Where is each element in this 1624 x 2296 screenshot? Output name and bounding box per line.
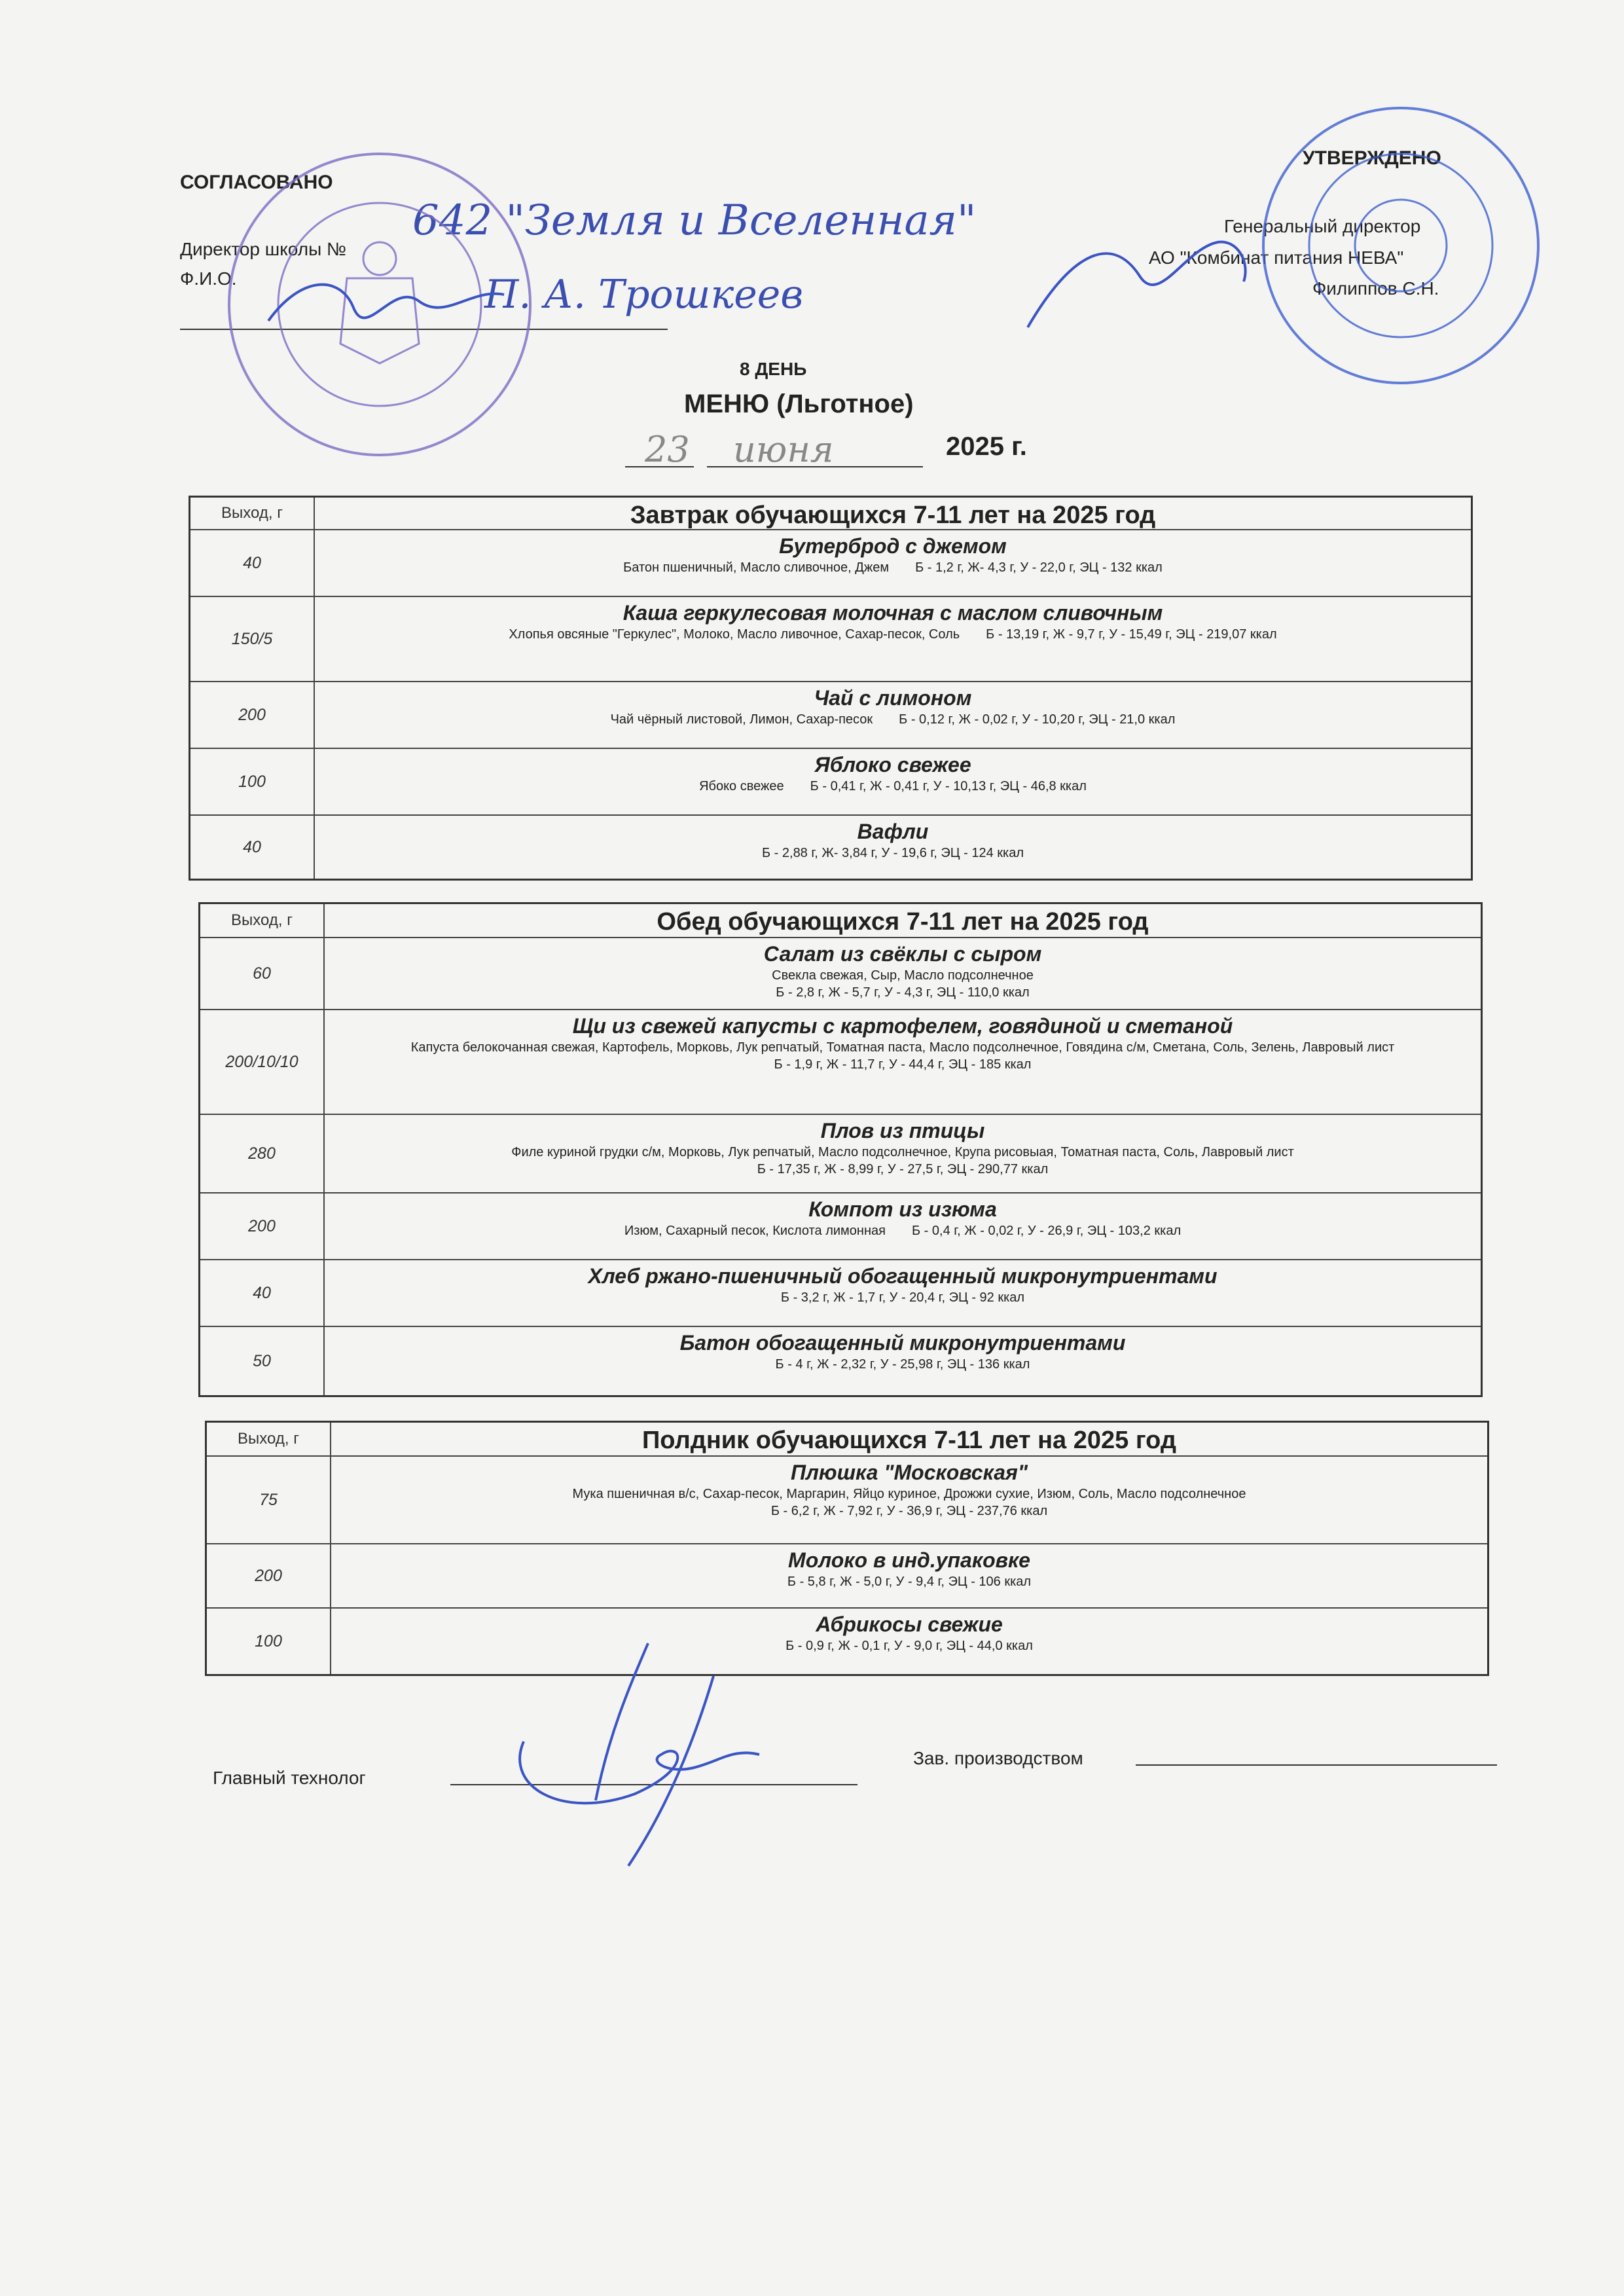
- nutrition: Б - 13,19 г, Ж - 9,7 г, У - 15,49 г, ЭЦ - 219,07 ккал: [986, 627, 1277, 642]
- agreed-title: СОГЛАСОВАНО: [180, 172, 333, 193]
- table-row: [190, 814, 1471, 879]
- dish-name: Плов из птицы: [820, 1119, 985, 1142]
- ingredients: Капуста белокочанная свежая, Картофель, Морковь, Лук репчатый, Томатная паста, Масло подсолнечное, Говядина с/м, Сметана, Соль, Зелень, Лавровый лист: [410, 1040, 1395, 1055]
- dish-name: Абрикосы свежие: [816, 1613, 1003, 1636]
- dish-name: Чай с лимоном: [814, 686, 972, 710]
- organization-name: АО "Комбинат питания НЕВА": [1149, 247, 1404, 268]
- table-row: [200, 1259, 1481, 1326]
- section-title: Завтрак обучающихся 7-11 лет на 2025 год: [630, 501, 1156, 529]
- table-row: [200, 937, 1481, 1009]
- section-title: Обед обучающихся 7-11 лет на 2025 год: [657, 908, 1149, 936]
- output-value: 40: [190, 530, 315, 596]
- breakfast-table: [189, 496, 1473, 881]
- approved-title: УТВЕРЖДЕНО: [1303, 147, 1441, 169]
- output-value: 50: [200, 1327, 325, 1395]
- nutrition: Б - 17,35 г, Ж - 8,99 г, У - 27,5 г, ЭЦ - 290,77 ккал: [757, 1162, 1049, 1176]
- table-row: [207, 1455, 1487, 1543]
- dish-name: Хлеб ржано-пшеничный обогащенный микронутриентами: [588, 1264, 1218, 1288]
- dish-name: Бутерброд с джемом: [779, 534, 1007, 558]
- output-value: 40: [190, 816, 315, 879]
- dish-name: Батон обогащенный микронутриентами: [679, 1331, 1126, 1355]
- nutrition: Б - 0,12 г, Ж - 0,02 г, У - 10,20 г, ЭЦ - 21,0 ккал: [899, 712, 1176, 727]
- dish-name: Щи из свежей капусты с картофелем, говядиной и сметаной: [572, 1014, 1233, 1038]
- output-value: 100: [207, 1609, 331, 1674]
- dish-name: Салат из свёклы с сыром: [763, 942, 1042, 966]
- output-header: Выход, г: [190, 498, 315, 529]
- day-label: 8 ДЕНЬ: [740, 359, 807, 379]
- nutrition: Б - 6,2 г, Ж - 7,92 г, У - 36,9 г, ЭЦ - 237,76 ккал: [770, 1504, 1048, 1518]
- output-value: 200: [190, 682, 315, 748]
- output-value: 75: [207, 1457, 331, 1543]
- output-value: 150/5: [190, 597, 315, 681]
- nutrition: Б - 0,9 г, Ж - 0,1 г, У - 9,0 г, ЭЦ - 44,0 ккал: [785, 1639, 1033, 1653]
- production-head-signature-line: [1136, 1764, 1497, 1766]
- table-row: [190, 681, 1471, 748]
- company-stamp: [1257, 101, 1545, 390]
- table-row: [200, 1009, 1481, 1114]
- output-header: Выход, г: [207, 1423, 331, 1455]
- technologist-signature-icon: [497, 1637, 785, 1872]
- year-text: 2025 г.: [946, 432, 1027, 461]
- output-value: 40: [200, 1260, 325, 1326]
- director-signature-icon: [262, 262, 511, 354]
- dish-name: Компот из изюма: [808, 1197, 997, 1221]
- output-header: Выход, г: [200, 904, 325, 937]
- section-title: Полдник обучающихся 7-11 лет на 2025 год: [641, 1427, 1177, 1454]
- director-fio-label: Ф.И.О.: [180, 268, 237, 289]
- output-value: 200/10/10: [200, 1010, 325, 1114]
- ingredients: Батон пшеничный, Масло сливочное, Джем: [623, 560, 890, 575]
- ingredients: Чай чёрный листовой, Лимон, Сахар-песок: [610, 712, 873, 727]
- output-value: 60: [200, 938, 325, 1009]
- table-row: [200, 1326, 1481, 1395]
- director-position-label: Директор школы №: [180, 239, 347, 259]
- handwritten-date-month: июня: [733, 429, 834, 470]
- table-row: [190, 529, 1471, 596]
- dish-name: Яблоко свежее: [814, 753, 971, 776]
- ingredients: Изюм, Сахарный песок, Кислота лимонная: [624, 1224, 886, 1238]
- nutrition: Б - 0,4 г, Ж - 0,02 г, У - 26,9 г, ЭЦ - 103,2 ккал: [911, 1224, 1182, 1238]
- table-row: [200, 1192, 1481, 1259]
- production-head-label: Зав. производством: [913, 1748, 1083, 1768]
- general-director-name: Филиппов С.Н.: [1312, 278, 1439, 299]
- ingredients: Мука пшеничная в/с, Сахар-песок, Маргарин, Яйцо куриное, Дрожжи сухие, Изюм, Соль, Масло подсолнечное: [572, 1487, 1246, 1501]
- dish-name: Плюшка "Московская": [790, 1461, 1028, 1484]
- table-row: [200, 1114, 1481, 1192]
- output-value: 100: [190, 749, 315, 814]
- table-row: [190, 748, 1471, 814]
- general-director-label: Генеральный директор: [1224, 216, 1421, 236]
- table-row: [190, 596, 1471, 681]
- nutrition: Б - 0,41 г, Ж - 0,41 г, У - 10,13 г, ЭЦ - 46,8 ккал: [810, 779, 1087, 793]
- nutrition: Б - 1,9 г, Ж - 11,7 г, У - 44,4 г, ЭЦ - 185 ккал: [774, 1057, 1032, 1072]
- nutrition: Б - 2,88 г, Ж- 3,84 г, У - 19,6 г, ЭЦ - 124 ккал: [761, 846, 1024, 860]
- nutrition: Б - 1,2 г, Ж- 4,3 г, У - 22,0 г, ЭЦ - 132 ккал: [915, 560, 1163, 575]
- general-director-signature-icon: [1021, 223, 1257, 340]
- ingredients: Хлопья овсяные "Геркулес", Молоко, Масло ливочное, Сахар-песок, Соль: [509, 627, 960, 642]
- output-value: 200: [207, 1544, 331, 1607]
- handwritten-director-name: П. А. Трошкеев: [484, 272, 804, 318]
- ingredients: Свекла свежая, Сыр, Масло подсолнечное: [772, 968, 1034, 983]
- nutrition: Б - 2,8 г, Ж - 5,7 г, У - 4,3 г, ЭЦ - 110,0 ккал: [776, 985, 1030, 1000]
- lunch-table: [198, 902, 1483, 1397]
- output-value: 200: [200, 1194, 325, 1259]
- output-value: 280: [200, 1115, 325, 1192]
- handwritten-date-day: 23: [645, 429, 690, 470]
- chief-technologist-label: Главный технолог: [213, 1768, 366, 1788]
- table-row: [207, 1607, 1487, 1674]
- ingredients: Ябоко свежее: [699, 779, 784, 793]
- menu-title: МЕНЮ (Льготное): [684, 390, 914, 418]
- dish-name: Молоко в инд.упаковке: [788, 1548, 1030, 1572]
- dish-name: Вафли: [857, 820, 929, 843]
- ingredients: Филе куриной грудки с/м, Морковь, Лук репчатый, Масло подсолнечное, Крупа рисовыая, Томатная паста, Соль, Лавровый лист: [511, 1145, 1294, 1159]
- nutrition: Б - 4 г, Ж - 2,32 г, У - 25,98 г, ЭЦ - 136 ккал: [775, 1357, 1030, 1372]
- table-row: [207, 1543, 1487, 1607]
- nutrition: Б - 3,2 г, Ж - 1,7 г, У - 20,4 г, ЭЦ - 92 ккал: [780, 1290, 1025, 1305]
- snack-table: [205, 1421, 1489, 1676]
- nutrition: Б - 5,8 г, Ж - 5,0 г, У - 9,4 г, ЭЦ - 106 ккал: [787, 1575, 1032, 1589]
- dish-name: Каша геркулесовая молочная с маслом сливочным: [623, 601, 1163, 625]
- handwritten-school: 642 "Земля и Вселенная": [412, 196, 977, 245]
